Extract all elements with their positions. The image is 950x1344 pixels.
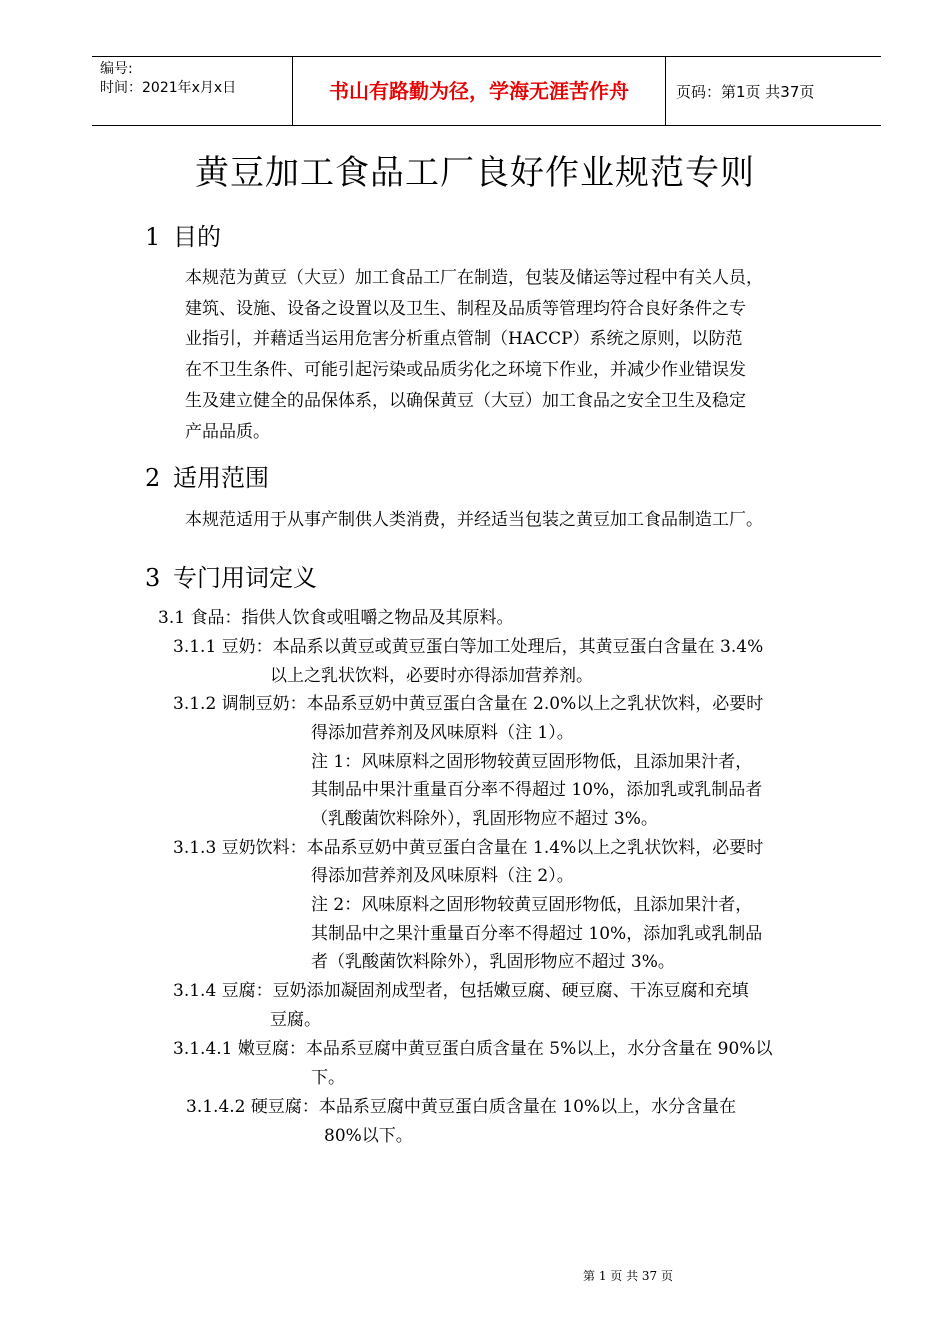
header-page-info: 页码：第1页 共37页 xyxy=(676,83,815,101)
section-title: 专门用词定义 xyxy=(173,564,317,592)
section-title: 适用范围 xyxy=(173,464,269,492)
definition-line: 3.1.4 豆腐：豆奶添加凝固剂成型者，包括嫩豆腐、硬豆腐、干冻豆腐和充填 xyxy=(173,981,749,1001)
note-line: 注 1：风味原料之固形物较黄豆固形物低，且添加果汁者， xyxy=(311,752,753,772)
paragraph-line: 建筑、设施、设备之设置以及卫生、制程及品质等管理均符合良好条件之专 xyxy=(185,298,746,319)
header-meta-cell xyxy=(92,57,293,125)
section-2-heading xyxy=(145,462,269,494)
definition-line: 得添加营养剂及风味原料（注 2）。 xyxy=(311,866,574,886)
section-title: 目的 xyxy=(173,223,221,251)
paragraph-line: 生及建立健全的品保体系，以确保黄豆（大豆）加工食品之安全卫生及稳定 xyxy=(185,390,746,411)
document-title: 黄豆加工食品工厂良好作业规范专则 xyxy=(195,153,755,193)
header-page-cell xyxy=(666,57,881,125)
definition-line: 得添加营养剂及风味原料（注 1）。 xyxy=(311,723,574,743)
definition-line: 下。 xyxy=(311,1068,345,1088)
definition-line: 3.1.3 豆奶饮料：本品系豆奶中黄豆蛋白含量在 1.4%以上之乳状饮料，必要时 xyxy=(173,838,764,858)
header-motto-cell xyxy=(293,57,666,125)
paragraph-line: 本规范为黄豆（大豆）加工食品工厂在制造，包装及储运等过程中有关人员， xyxy=(185,268,763,288)
definition-3-1: 3.1 食品：指供人饮食或咀嚼之物品及其原料。 xyxy=(158,608,514,628)
paragraph-line: 在不卫生条件、可能引起污染或品质劣化之环境下作业，并减少作业错误发 xyxy=(185,360,746,381)
definition-line: 3.1.2 调制豆奶：本品系豆奶中黄豆蛋白含量在 2.0%以上之乳状饮料，必要时 xyxy=(173,694,764,714)
header-motto: 书山有路勤为径，学海无涯苦作舟 xyxy=(329,79,629,103)
definition-line: 3.1.4.2 硬豆腐：本品系豆腐中黄豆蛋白质含量在 10%以上，水分含量在 xyxy=(186,1097,737,1117)
page-header xyxy=(92,56,881,126)
section-3-heading xyxy=(145,562,317,594)
paragraph-line: 业指引，并藉适当运用危害分析重点管制（HACCP）系统之原则，以防范 xyxy=(185,329,743,350)
note-line: 注 2：风味原料之固形物较黄豆固形物低，且添加果汁者， xyxy=(311,895,753,915)
section-number: 3 xyxy=(145,564,161,592)
definition-line: 3.1.1 豆奶：本品系以黄豆或黄豆蛋白等加工处理后，其黄豆蛋白含量在 3.4% xyxy=(173,637,764,657)
definition-line: 80%以下。 xyxy=(324,1126,413,1146)
paragraph-line: 产品品质。 xyxy=(185,421,270,442)
section-1-paragraph xyxy=(185,263,830,447)
section-1-heading xyxy=(145,221,221,253)
section-number: 1 xyxy=(145,223,161,251)
note-line: 其制品中之果汁重量百分率不得超过 10%，添加乳或乳制品 xyxy=(311,924,763,944)
section-2-paragraph: 本规范适用于从事产制供人类消费，并经适当包装之黄豆加工食品制造工厂。 xyxy=(185,510,763,530)
document-number-label: 编号: xyxy=(100,61,133,77)
note-line: （乳酸菌饮料除外），乳固形物应不超过 3%。 xyxy=(311,809,658,829)
page-footer: 第 1 页 共 37 页 xyxy=(583,1269,673,1283)
definition-line: 以上之乳状饮料，必要时亦得添加营养剂。 xyxy=(270,666,593,686)
note-line: 其制品中果汁重量百分率不得超过 10%，添加乳或乳制品者 xyxy=(311,780,763,800)
note-line: 者（乳酸菌饮料除外），乳固形物应不超过 3%。 xyxy=(311,952,675,972)
document-time: 时间：2021年x月x日 xyxy=(100,80,237,96)
definition-line: 豆腐。 xyxy=(270,1010,321,1030)
definition-line: 3.1.4.1 嫩豆腐：本品系豆腐中黄豆蛋白质含量在 5%以上，水分含量在 90%以 xyxy=(173,1039,773,1059)
section-number: 2 xyxy=(145,464,161,492)
